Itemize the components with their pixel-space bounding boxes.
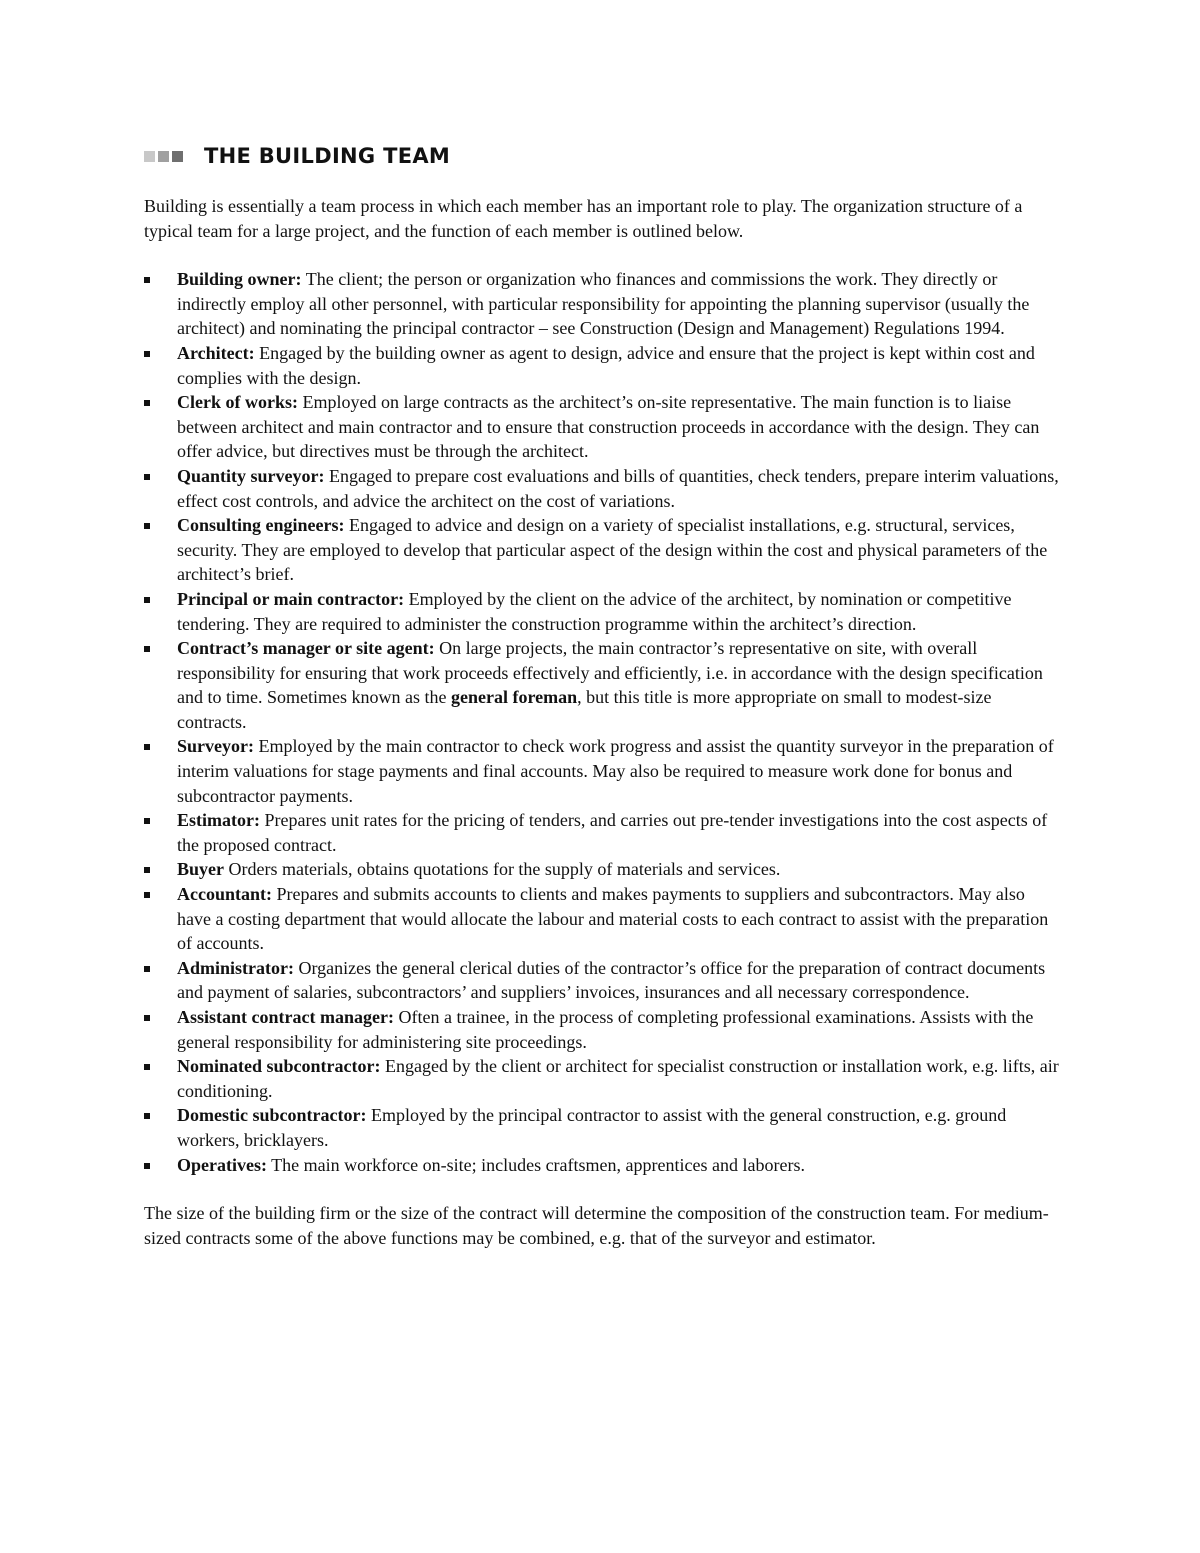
three-squares-icon bbox=[144, 151, 186, 162]
role-description: Often a trainee, in the process of completing professional examinations. Assists with the general responsibility for administering site proceedings. bbox=[177, 1007, 1034, 1052]
intro-paragraph: Building is essentially a team process in which each member has an important role to play. The organization structure of a typical team for a large project, and the function of each member is outlined below. bbox=[144, 196, 1023, 241]
role-term: Contract’s manager or site agent: bbox=[177, 638, 435, 659]
role-term: Nominated subcontractor: bbox=[177, 1056, 381, 1077]
list-item bbox=[144, 734, 1060, 808]
bullet-icon bbox=[144, 892, 150, 898]
role-description: Engaged by the client or architect for specialist construction or installation work, e.g. lifts, air conditioning. bbox=[177, 1056, 1059, 1101]
closing-paragraph: The size of the building firm or the size of the contract will determine the composition of the construction team. For medium-sized contracts some of the above functions may be combined, e.g. that of the surveyor and estimator. bbox=[144, 1203, 1049, 1248]
bullet-icon bbox=[144, 474, 150, 480]
role-term: Quantity surveyor: bbox=[177, 465, 325, 486]
list-item bbox=[144, 808, 1060, 857]
role-term: Buyer bbox=[177, 859, 224, 880]
role-description: On large projects, the main contractor’s representative on site, with overall responsibility for ensuring that work proceeds effectively and efficiently, i.e. in accordance with the design specification and to time. Sometimes known as the bbox=[177, 638, 1043, 708]
roles-list bbox=[144, 267, 1060, 1177]
role-description: The client; the person or organization who finances and commissions the work. They directly or indirectly employ all other personnel, with particular responsibility for appointing the planning supervisor (usually the architect) and nominating the principal contractor – see Construction (Design and Management) Regulations 1994. bbox=[177, 269, 1030, 339]
list-item bbox=[144, 1103, 1060, 1152]
list-item bbox=[144, 267, 1060, 341]
bullet-icon bbox=[144, 1163, 150, 1169]
bullet-icon bbox=[144, 1064, 150, 1070]
bullet-icon bbox=[144, 351, 150, 357]
role-description: Orders materials, obtains quotations for the supply of materials and services. bbox=[224, 859, 781, 880]
role-description: Organizes the general clerical duties of the contractor’s office for the preparation of contract documents and payment of salaries, subcontractors’ and suppliers’ invoices, insurances and all necessary correspondence. bbox=[177, 957, 1046, 1003]
list-item bbox=[144, 882, 1060, 956]
list-item bbox=[144, 513, 1060, 587]
list-item bbox=[144, 464, 1060, 513]
role-description: Employed by the main contractor to check work progress and assist the quantity surveyor in the preparation of interim valuations for stage payments and final accounts. May also be required to measure work done for bonus and subcontractor payments. bbox=[177, 736, 1054, 806]
document-page bbox=[144, 140, 1060, 1250]
role-term: Domestic subcontractor: bbox=[177, 1105, 367, 1126]
role-term: Architect: bbox=[177, 342, 255, 363]
role-description: Engaged to prepare cost evaluations and bills of quantities, check tenders, prepare interim valuations, effect cost controls, and advice the architect on the cost of variations. bbox=[177, 465, 1059, 511]
section-heading bbox=[144, 140, 1060, 172]
role-term: Consulting engineers: bbox=[177, 515, 345, 536]
role-term: Operatives: bbox=[177, 1154, 267, 1175]
list-item bbox=[144, 956, 1060, 1005]
role-term: Clerk of works: bbox=[177, 392, 298, 413]
role-description: Engaged by the building owner as agent to design, advice and ensure that the project is kept within cost and complies with the design. bbox=[177, 342, 1035, 388]
bullet-icon bbox=[144, 744, 150, 750]
bullet-icon bbox=[144, 1113, 150, 1119]
list-item bbox=[144, 390, 1060, 464]
bullet-icon bbox=[144, 1015, 150, 1021]
list-item bbox=[144, 587, 1060, 636]
list-item bbox=[144, 1054, 1060, 1103]
role-term: Surveyor: bbox=[177, 736, 254, 757]
role-description: Employed by the client on the advice of the architect, by nomination or competitive tendering. They are required to administer the construction programme within the architect’s direction. bbox=[177, 588, 1012, 634]
list-item bbox=[144, 1153, 1060, 1178]
role-term: Estimator: bbox=[177, 810, 260, 831]
role-inline-term: general foreman bbox=[450, 687, 578, 708]
role-term: Principal or main contractor: bbox=[177, 588, 405, 609]
list-item bbox=[144, 1005, 1060, 1054]
bullet-icon bbox=[144, 818, 150, 824]
role-description: Prepares and submits accounts to clients and makes payments to suppliers and subcontractors. May also have a costing department that would allocate the labour and material costs to each contract to assist with the preparation of accounts. bbox=[177, 884, 1049, 954]
list-item bbox=[144, 636, 1060, 734]
section-title: THE BUILDING TEAM bbox=[204, 144, 451, 168]
bullet-icon bbox=[144, 400, 150, 406]
list-item bbox=[144, 857, 1060, 882]
role-description: Engaged to advice and design on a variety of specialist installations, e.g. structural, services, security. They are employed to develop that particular aspect of the design within the cost and physical parameters of the architect’s brief. bbox=[177, 515, 1048, 585]
bullet-icon bbox=[144, 597, 150, 603]
list-item bbox=[144, 341, 1060, 390]
role-term: Administrator: bbox=[177, 957, 294, 978]
role-description-continued: , but this title is more appropriate on small to modest-size contracts. bbox=[177, 687, 992, 732]
bullet-icon bbox=[144, 966, 150, 972]
role-term: Assistant contract manager: bbox=[177, 1007, 394, 1027]
bullet-icon bbox=[144, 867, 150, 873]
role-description: The main workforce on-site; includes craftsmen, apprentices and laborers. bbox=[266, 1154, 805, 1175]
role-term: Building owner: bbox=[177, 269, 302, 290]
role-description: Prepares unit rates for the pricing of tenders, and carries out pre-tender investigations into the cost aspects of the proposed contract. bbox=[177, 810, 1048, 855]
bullet-icon bbox=[144, 523, 150, 529]
role-term: Accountant: bbox=[177, 884, 272, 905]
role-description: Employed on large contracts as the architect’s on-site representative. The main function is to liaise between architect and main contractor and to ensure that construction proceeds in accordance with the design. They can offer advice, but directives must be through the architect. bbox=[177, 392, 1040, 462]
role-description: Employed by the principal contractor to assist with the general construction, e.g. ground workers, bricklayers. bbox=[177, 1105, 1007, 1150]
bullet-icon bbox=[144, 277, 150, 283]
bullet-icon bbox=[144, 646, 150, 652]
